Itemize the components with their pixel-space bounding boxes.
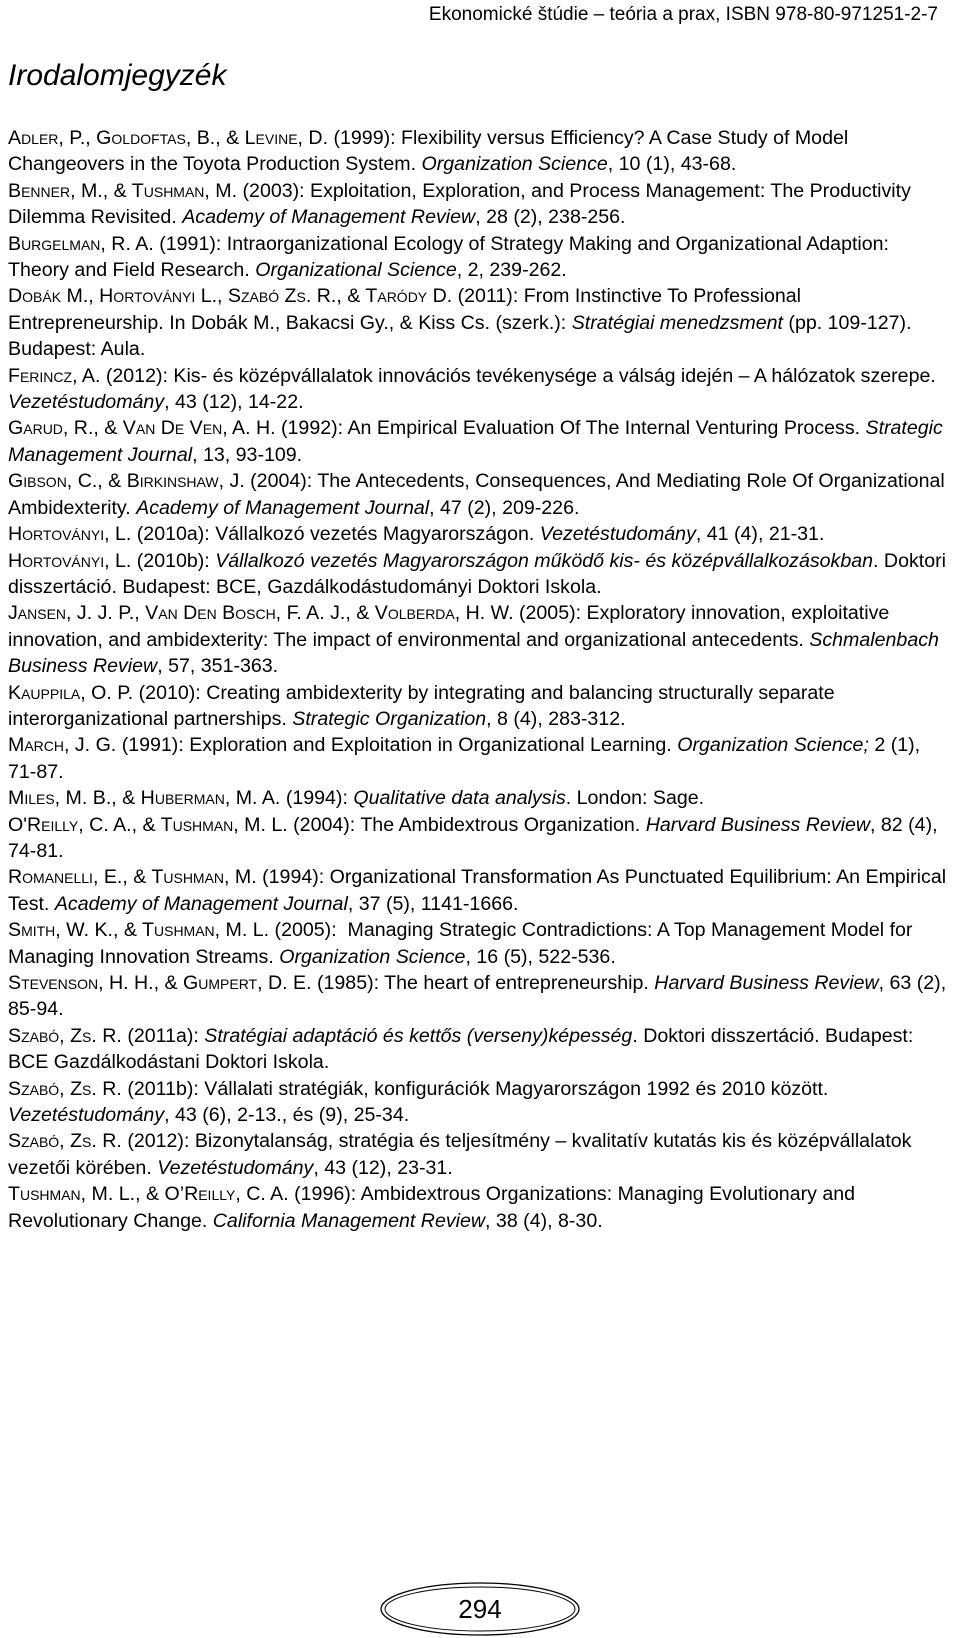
- reference-text: (1991): Exploration and Exploitation in Organizational Learning.: [116, 734, 678, 757]
- reference-text: (2012): Kis- és középvállalatok innovációs tevékenysége a válság idején – A hálózatok szerepe.: [100, 364, 942, 387]
- reference-text: (2004): The Ambidextrous Organization.: [287, 813, 646, 836]
- reference-text: (2003): Exploitation, Exploration, and Process Management: The Productivity Dilemma Revisited.: [8, 179, 917, 229]
- reference-item: [8, 125, 948, 178]
- reference-text: . London: Sage.: [565, 787, 705, 810]
- reference-source: Strategic Organization: [292, 707, 487, 730]
- reference-text: (2011b): Vállalati stratégiák, konfigurációk Magyarországon 1992 és 2010 között.: [121, 1077, 834, 1100]
- reference-item: [8, 283, 948, 362]
- reference-item: [8, 680, 948, 733]
- reference-authors: Hortoványi, L.: [8, 549, 132, 572]
- reference-text: , 10 (1), 43-68.: [607, 153, 737, 176]
- page-title: Irodalomjegyzék: [8, 59, 227, 92]
- reference-text: 2 (1), 71-87.: [8, 734, 926, 783]
- reference-source: Vállalkozó vezetés Magyarországon működő kis- és középvállalkozásokban: [215, 549, 874, 572]
- reference-source: Strategic Management Journal: [8, 417, 949, 466]
- reference-source: Organization Science: [279, 945, 466, 968]
- reference-text: , 63 (2), 85-94.: [8, 972, 952, 1021]
- reference-authors: Jansen, J. J. P., Van Den Bosch, F. A. J., & Volberda, H. W.: [8, 602, 514, 625]
- reference-item: [8, 970, 952, 1023]
- reference-text: (2011): From Instinctive To Professional Entrepreneurship. In Dobák M., Bakacsi Gy., & Kiss Cs. (szerk.):: [8, 285, 807, 334]
- reference-authors: Szabó, Zs. R.: [8, 1024, 122, 1047]
- reference-text: , 28 (2), 238-256.: [475, 206, 626, 229]
- reference-text: (2005): Exploratory innovation, exploitative innovation, and ambidexterity: The impact of environmental and organizational antecedents.: [8, 602, 895, 651]
- reference-item: [8, 1181, 948, 1234]
- reference-text: , 8 (4), 283-312.: [486, 707, 626, 730]
- reference-source: Vezetéstudomány: [157, 1156, 314, 1179]
- reference-list: [8, 125, 952, 1234]
- reference-text: (2010): Creating ambidexterity by integrating and balancing structurally separate interorganizational partnerships.: [8, 681, 841, 730]
- reference-source: Stratégiai adaptáció és kettős (verseny)képesség: [204, 1024, 633, 1047]
- reference-source: Academy of Management Journal: [54, 892, 348, 915]
- reference-item: [8, 864, 952, 917]
- reference-item: [8, 600, 948, 679]
- reference-source: Harvard Business Review: [654, 972, 879, 994]
- reference-text: (1985): The heart of entrepreneurship.: [311, 972, 655, 994]
- reference-source: Academy of Management Journal: [136, 496, 430, 519]
- reference-text: , 47 (2), 209-226.: [429, 496, 580, 519]
- reference-source: Vezetéstudomány: [539, 523, 696, 546]
- reference-item: [8, 178, 948, 231]
- reference-item: [8, 1076, 948, 1129]
- reference-source: Qualitative data analysis: [353, 787, 566, 810]
- reference-source: Vezetéstudomány: [8, 1104, 165, 1127]
- reference-item: [8, 521, 948, 547]
- reference-source: Academy of Management Review: [182, 206, 476, 229]
- reference-item: [8, 732, 948, 785]
- reference-text: , 43 (6), 2-13., és (9), 25-34.: [164, 1104, 410, 1127]
- reference-authors: Miles, M. B., & Huberman, M. A.: [8, 787, 281, 810]
- reference-item: [8, 231, 948, 284]
- reference-item: [8, 812, 948, 865]
- reference-item: [8, 785, 948, 811]
- reference-text: , 41 (4), 21-31.: [695, 523, 825, 546]
- running-header: Ekonomické štúdie – teória a prax, ISBN 978-80-971251-2-7: [428, 4, 938, 25]
- reference-authors: Kauppila, O. P.: [8, 681, 134, 704]
- reference-authors: Tushman, M. L., & O’Reilly, C. A.: [8, 1183, 289, 1206]
- reference-text: (pp. 109-127). Budapest: Aula.: [8, 311, 917, 361]
- reference-authors: Dobák M., Hortoványi L., Szabó Zs. R., & Taródy D.: [8, 285, 453, 308]
- reference-text: (1994):: [280, 787, 354, 810]
- reference-item: [8, 548, 952, 601]
- reference-text: (1994): Organizational Transformation As Punctuated Equilibrium: An Empirical Test.: [8, 866, 952, 915]
- reference-text: (2011a):: [121, 1024, 205, 1047]
- reference-authors: Garud, R., & Van De Ven, A. H.: [8, 417, 276, 440]
- reference-text: , 43 (12), 23-31.: [313, 1156, 453, 1179]
- reference-item: [8, 917, 948, 970]
- reference-text: , 16 (5), 522-536.: [465, 945, 616, 968]
- reference-text: , 38 (4), 8-30.: [485, 1209, 603, 1232]
- reference-authors: Gibson, C., & Birkinshaw, J.: [8, 470, 245, 493]
- reference-item: [8, 1128, 948, 1181]
- reference-authors: Hortoványi, L.: [8, 523, 132, 546]
- reference-source: Stratégiai menedzsment: [571, 311, 783, 334]
- reference-text: (2012): Bizonytalanság, stratégia és teljesítmény – kvalitatív kutatás kis és középvállalatok vezetői körében.: [8, 1130, 917, 1179]
- reference-text: , 2, 239-262.: [456, 259, 567, 282]
- reference-text: . Doktori disszertáció. Budapest: BCE, Gazdálkodástudományi Doktori Iskola.: [8, 549, 952, 598]
- reference-authors: Benner, M., & Tushman, M.: [8, 179, 238, 202]
- reference-source: California Management Review: [212, 1209, 486, 1232]
- reference-item: [8, 1023, 948, 1076]
- reference-source: Harvard Business Review: [645, 813, 871, 836]
- reference-text: (1996): Ambidextrous Organizations: Managing Evolutionary and Revolutionary Change.: [8, 1183, 861, 1232]
- reference-source: Organizational Science: [255, 259, 457, 282]
- reference-text: , 57, 351-363.: [157, 655, 279, 678]
- reference-source: Vezetéstudomány: [8, 391, 165, 414]
- reference-authors: March, J. G.: [8, 734, 117, 757]
- reference-authors: Stevenson, H. H., & Gumpert, D. E.: [8, 972, 312, 994]
- reference-authors: O'Reilly, C. A., & Tushman, M. L.: [8, 813, 288, 836]
- reference-text: , 13, 93-109.: [192, 443, 303, 466]
- reference-authors: Szabó, Zs. R.: [8, 1130, 122, 1153]
- reference-authors: Adler, P., Goldoftas, B., & Levine, D.: [8, 127, 329, 149]
- reference-text: (2010b):: [131, 549, 216, 572]
- reference-item: [8, 415, 948, 468]
- reference-text: (2004): The Antecedents, Consequences, And Mediating Role Of Organizational Ambidexterity.: [8, 470, 950, 519]
- reference-text: (1992): An Empirical Evaluation Of The Internal Venturing Process.: [275, 417, 866, 440]
- reference-authors: Romanelli, E., & Tushman, M.: [8, 866, 257, 889]
- reference-authors: Ferincz, A.: [8, 364, 101, 387]
- reference-text: (1991): Intraorganizational Ecology of Strategy Making and Organizational Adaption: Theory and Field Research.: [8, 232, 895, 282]
- reference-item: [8, 363, 948, 416]
- page-number: 294: [458, 1594, 502, 1624]
- reference-source: Schmalenbach Business Review: [8, 628, 945, 678]
- reference-source: Organization Science: [421, 153, 608, 176]
- reference-text: , 43 (12), 14-22.: [164, 391, 304, 414]
- reference-text: (2010a): Vállalkozó vezetés Magyarországon.: [131, 523, 540, 546]
- reference-item: [8, 468, 948, 521]
- reference-authors: Szabó, Zs. R.: [8, 1077, 122, 1100]
- reference-authors: Smith, W. K., & Tushman, M. L.: [8, 919, 270, 942]
- reference-text: (2005): Managing Strategic Contradictions: A Top Management Model for Managing Innovation Streams.: [8, 919, 918, 968]
- reference-authors: Burgelman, R. A.: [8, 232, 154, 255]
- reference-text: , 82 (4), 74-81.: [8, 813, 943, 862]
- reference-source: Organization Science;: [677, 734, 869, 757]
- reference-text: , 37 (5), 1141-1666.: [347, 892, 519, 915]
- reference-text: (1999): Flexibility versus Efficiency? A Case Study of Model Changeovers in the Toyota Production System.: [8, 127, 854, 176]
- reference-text: . Doktori disszertáció. Budapest: BCE Gazdálkodástani Doktori Iskola.: [8, 1024, 919, 1074]
